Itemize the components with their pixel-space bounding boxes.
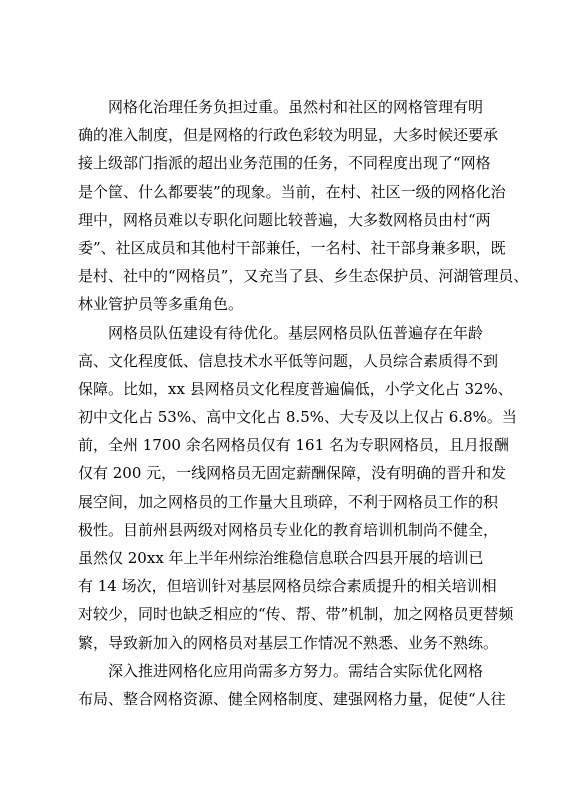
text-line: 虽然仅 20xx 年上半年州综治维稳信息联合四县开展的培训已 [78,549,484,567]
text-line: 网格化治理任务负担过重。虽然村和社区的网格管理有明 [108,98,484,116]
text-line: 是村、社中的“网格员”，又充当了县、乡生态保护员、河湖管理员、 [78,267,529,286]
text-line: 仅有 200 元，一线网格员无固定薪酬保障，没有明确的晋升和发 [78,464,507,483]
text-line: 布局、整合网格资源、健全网格制度、建强网格力量，促使“人往 [78,689,506,708]
text-line: 是个筐、什么都要装”的现象。当前，在村、社区一级的网格化治 [78,182,506,201]
text-line: 深入推进网格化应用尚需多方努力。需结合实际优化网格 [108,661,484,680]
paragraph-team-building [78,319,517,657]
paragraph-grid-application [78,657,506,713]
text-line: 繁，导致新加入的网格员对基层工作情况不熟悉、业务不熟练。 [78,633,499,652]
text-line: 接上级部门指派的超出业务范围的任务，不同程度出现了“网格 [78,154,491,173]
text-line: 有 14 场次，但培训针对基层网格员综合素质提升的相关培训相 [78,577,497,596]
text-line: 理中，网格员难以专职化问题比较普遍，大多数网格员由村“两 [78,210,491,229]
text-line: 林业管护员等多重角色。 [78,295,244,314]
text-line: 网格员队伍建设有待优化。基层网格员队伍普遍存在年龄 [108,323,484,342]
text-line: 保障。比如，xx 县网格员文化程度普遍偏低，小学文化占 32%、 [78,379,513,398]
text-line: 委”、社区成员和其他村干部兼任，一名村、社干部身兼多职，既 [78,238,506,257]
text-line: 高、文化程度低、信息技术水平低等问题，人员综合素质得不到 [78,351,499,370]
document-body [78,93,529,713]
text-line: 初中文化占 53%、高中文化占 8.5%、大专及以上仅占 6.8%。当 [78,408,517,427]
text-line: 前，全州 1700 余名网格员仅有 161 名为专职网格员，且月报酬 [78,436,509,455]
text-line: 展空间，加之网格员的工作量大且琐碎，不利于网格员工作的积 [78,492,499,511]
text-line: 极性。目前州县两级对网格员专业化的教育培训机制尚不健全， [78,520,499,539]
text-line: 确的准入制度，但是网格的行政色彩较为明显，大多时候还要承 [78,126,499,145]
text-line: 对较少，同时也缺乏相应的“传、帮、带”机制，加之网格员更替频 [78,605,514,624]
paragraph-grid-burden [78,93,529,319]
